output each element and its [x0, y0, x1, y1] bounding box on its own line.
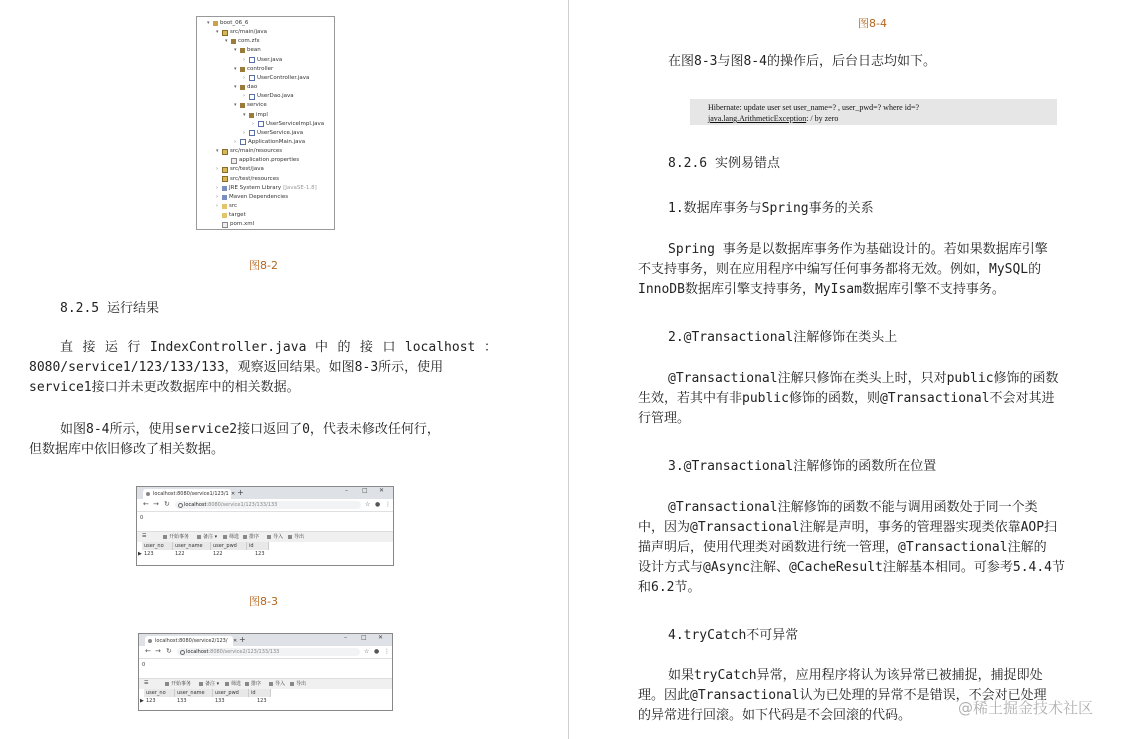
page-divider — [568, 0, 569, 739]
proj-icon — [213, 21, 218, 26]
sort-button[interactable]: 排序 — [243, 533, 259, 540]
new-tab-icon[interactable]: + — [239, 635, 246, 644]
star-icon[interactable]: ☆ — [365, 501, 371, 508]
para-line: 的异常进行回滚。如下代码是不会回滚的代码。 — [638, 708, 912, 723]
tree-item[interactable] — [243, 111, 268, 120]
table-header — [137, 542, 393, 550]
column-header: user_name — [173, 542, 211, 550]
note-button[interactable]: 备注 ▾ — [197, 533, 217, 540]
tree-item[interactable] — [234, 83, 257, 92]
para-line: 设计方式与@Async注解、@CacheResult注解基本相同。可参考5.4.4节 — [638, 560, 1066, 575]
tree-item-label: UserService.java — [257, 129, 304, 136]
table-cell: 123 — [257, 698, 267, 704]
export-button[interactable]: 导出 — [290, 680, 306, 687]
column-header: id — [247, 542, 269, 550]
src-icon — [222, 30, 228, 36]
favicon-icon — [148, 639, 152, 643]
close-tab-icon[interactable]: ✕ — [233, 638, 238, 644]
star-icon[interactable]: ☆ — [364, 648, 370, 655]
para-line: 理。因此@Transactional认为已处理的异常不是错误，不会对已处理 — [638, 688, 1047, 703]
browser-content — [139, 659, 392, 710]
menu-icon[interactable]: ⋮ — [384, 648, 390, 655]
tree-item-label: application.properties — [239, 157, 300, 164]
row-pointer-icon: ▶ — [140, 698, 144, 704]
tree-item-label: src/test/java — [230, 166, 264, 173]
java-icon — [258, 121, 264, 127]
figure-caption-8-3: 图8-3 — [249, 595, 278, 608]
paragraph-s1 — [638, 240, 1108, 300]
tree-arrow-icon[interactable]: › — [252, 120, 254, 127]
src-icon — [222, 167, 228, 173]
log-line: java.lang.ArithmeticException: / by zero — [708, 114, 839, 123]
tree-item-label: impl — [256, 111, 268, 118]
tree-item-label: User.java — [257, 56, 283, 63]
lib-icon — [222, 186, 227, 191]
java-icon — [249, 57, 255, 63]
para-line: 8080/service1/123/133/133，观察返回结果。如图8-3所示，使用 — [29, 360, 444, 375]
log-output-box — [690, 99, 1057, 125]
tree-item[interactable] — [216, 175, 279, 184]
close-window-icon[interactable]: ✕ — [378, 634, 384, 641]
para-line: @Transactional注解修饰的函数不能与调用函数处于同一个类 — [668, 500, 1038, 515]
filter-button[interactable]: 筛选 — [223, 533, 239, 540]
table-header — [139, 689, 392, 697]
tree-arrow-icon[interactable]: › — [243, 129, 245, 136]
paragraph-run-result — [29, 338, 497, 398]
column-header: user_pwd — [213, 689, 249, 697]
para-line: 不支持事务，则在应用程序中编写任何事务都将无效。例如，MySQL的 — [638, 262, 1042, 277]
tree-item-label: dao — [247, 84, 258, 91]
tree-item[interactable] — [216, 28, 267, 37]
lib-icon — [222, 195, 227, 200]
column-header: user_no — [142, 542, 173, 550]
tree-item-label: UserDao.java — [257, 93, 294, 100]
table-cell: 122 — [175, 551, 185, 557]
close-window-icon[interactable]: ✕ — [379, 487, 385, 494]
tree-item[interactable] — [225, 37, 260, 46]
column-header: user_name — [175, 689, 213, 697]
section-heading-8-2-6: 8.2.6 实例易错点 — [668, 156, 780, 171]
tree-item-label: src/main/resources — [230, 148, 283, 155]
pkg-icon — [240, 48, 245, 53]
tree-item[interactable] — [216, 202, 237, 211]
pkg-icon — [240, 103, 245, 108]
tree-arrow-icon[interactable]: ▾ — [207, 20, 210, 26]
tree-arrow-icon[interactable]: › — [243, 74, 245, 81]
para-line: 但数据库中依旧修改了相关数据。 — [29, 442, 225, 457]
forward-icon[interactable]: → — [155, 647, 161, 655]
tree-item-label: service — [247, 102, 267, 109]
profile-icon[interactable]: ● — [374, 648, 380, 655]
log-intro: 在图8-3与图8-4的操作后，后台日志均如下。 — [668, 54, 936, 69]
tree-item-label: src/main/java — [230, 29, 268, 36]
tree-item-label: controller — [247, 65, 274, 72]
tree-item-label: boot_06_6 — [220, 20, 249, 26]
section-heading-8-2-5: 8.2.5 运行结果 — [60, 301, 159, 316]
figure-caption-8-4-top: 图8-4 — [858, 17, 887, 30]
tree-item[interactable] — [234, 46, 261, 55]
favicon-icon — [146, 492, 150, 496]
pkg-icon — [231, 39, 236, 44]
para-line: 如图8-4所示，使用service2接口返回了0，代表未修改任何行， — [60, 422, 440, 437]
para-line: service1接口并未更改数据库中的相关数据。 — [29, 380, 300, 395]
browser-tab[interactable]: localhost:8080/service1/123/1 ✕ — [143, 489, 231, 499]
export-button[interactable]: 导出 — [288, 533, 304, 540]
browser-titlebar — [139, 634, 392, 646]
table-cell: 133 — [215, 698, 225, 704]
tree-item[interactable] — [216, 147, 282, 156]
tree-item[interactable] — [252, 120, 324, 129]
java-icon — [249, 94, 255, 100]
filter-button[interactable]: 筛选 — [225, 680, 241, 687]
begin-transaction-button[interactable]: 开始事务 — [165, 680, 191, 687]
file-icon — [231, 158, 237, 164]
address-bar[interactable]: localhost:8080/service2/123/133/133 — [177, 648, 360, 656]
tree-item-label: UserServiceImpl.java — [266, 120, 325, 127]
table-row[interactable] — [139, 697, 392, 705]
tree-item-label: Maven Dependencies — [229, 193, 289, 200]
para-line: 直 接 运 行 IndexController.java 中 的 接 口 localhost ： — [60, 340, 497, 355]
para-line: 和6.2节。 — [638, 580, 701, 595]
tree-item[interactable] — [216, 193, 288, 202]
info-icon — [180, 650, 185, 655]
tree-item[interactable] — [243, 129, 303, 138]
table-cell: 133 — [177, 698, 187, 704]
tree-item[interactable] — [234, 138, 305, 147]
para-line: InnoDB数据库引擎支持事务，MyIsam数据库引擎不支持事务。 — [638, 282, 1005, 297]
tree-item-label: src — [229, 203, 238, 209]
tree-arrow-icon[interactable]: ▾ — [234, 84, 237, 91]
paragraph-service2 — [29, 420, 497, 460]
java-icon — [240, 139, 246, 145]
tree-item-label: com.zfx — [238, 38, 260, 45]
project-tree-figure — [196, 16, 335, 230]
paragraph-s2 — [638, 369, 1108, 429]
table-cell: 123 — [255, 551, 265, 557]
file-icon — [222, 222, 228, 228]
browser-navbar — [139, 646, 392, 659]
para-line: 行管理。 — [638, 411, 691, 426]
table-cell: 122 — [213, 551, 223, 557]
maximize-icon[interactable]: □ — [361, 634, 367, 641]
reload-icon[interactable]: ↻ — [164, 500, 170, 508]
tree-item[interactable] — [216, 211, 246, 220]
pkg-icon — [240, 67, 245, 72]
sort-button[interactable]: 排序 — [245, 680, 261, 687]
menu-icon[interactable]: ☰ — [144, 680, 149, 686]
tree-arrow-icon[interactable]: › — [216, 203, 218, 209]
maximize-icon[interactable]: □ — [362, 487, 368, 494]
left-page — [0, 0, 568, 739]
tree-item-label: target — [229, 212, 246, 219]
tree-arrow-icon[interactable]: › — [216, 184, 218, 191]
subheading-2: 2.@Transactional注解修饰在类头上 — [668, 330, 898, 345]
tree-item[interactable] — [216, 220, 254, 229]
begin-transaction-button[interactable]: 开始事务 — [163, 533, 189, 540]
para-line: 描声明后，使用代理类对函数进行统一管理，@Transactional注解的 — [638, 540, 1047, 555]
tree-arrow-icon[interactable]: › — [234, 138, 236, 145]
subheading-1: 1.数据库事务与Spring事务的关系 — [668, 201, 874, 216]
column-header: id — [249, 689, 271, 697]
tree-arrow-icon[interactable]: ▾ — [234, 47, 237, 54]
watermark: @稀土掘金技术社区 — [958, 699, 1094, 717]
import-button[interactable]: 导入 — [269, 680, 285, 687]
minimize-icon[interactable]: – — [344, 634, 347, 641]
table-cell: 123 — [146, 698, 156, 704]
address-bar[interactable]: localhost:8080/service1/123/133/133 — [175, 501, 361, 509]
browser-screenshot-8-4 — [138, 633, 393, 711]
tree-arrow-icon[interactable]: › — [216, 193, 218, 200]
tree-arrow-icon[interactable]: ▾ — [216, 29, 219, 36]
pkg-icon — [240, 85, 245, 90]
tree-item[interactable] — [216, 184, 317, 193]
tree-item[interactable] — [207, 19, 248, 28]
tree-item-label: pom.xml — [230, 221, 255, 228]
db-toolbar — [137, 531, 393, 542]
db-toolbar — [139, 678, 392, 689]
response-text: 0 — [142, 662, 146, 668]
browser-content — [137, 512, 393, 565]
forward-icon[interactable]: → — [153, 500, 159, 508]
tree-item-label: bean — [247, 47, 261, 54]
pkg-icon — [249, 113, 254, 118]
tree-item[interactable] — [243, 56, 282, 65]
browser-titlebar — [137, 487, 393, 499]
row-pointer-icon: ▶ — [138, 551, 142, 557]
column-header: user_pwd — [211, 542, 247, 550]
tree-item-extra: [JavaSE-1.8] — [283, 184, 317, 191]
reload-icon[interactable]: ↻ — [166, 647, 172, 655]
paragraph-s3 — [638, 498, 1108, 598]
tree-item[interactable] — [243, 74, 309, 83]
folder-icon — [222, 213, 227, 218]
tree-item[interactable] — [234, 101, 267, 110]
para-line: @Transactional注解只修饰在类头上时，只对public修饰的函数 — [668, 371, 1059, 386]
subheading-3: 3.@Transactional注解修饰的函数所在位置 — [668, 459, 937, 474]
src-icon — [222, 176, 228, 182]
folder-icon — [222, 204, 227, 209]
browser-screenshot-8-3 — [136, 486, 394, 566]
minimize-icon[interactable]: – — [345, 487, 348, 494]
import-button[interactable]: 导入 — [267, 533, 283, 540]
tree-item[interactable] — [243, 92, 294, 101]
menu-icon[interactable]: ⋮ — [385, 501, 391, 508]
subheading-4: 4.tryCatch不可异常 — [668, 628, 799, 643]
back-icon[interactable]: ← — [145, 647, 151, 655]
back-icon[interactable]: ← — [143, 500, 149, 508]
tree-item[interactable] — [216, 165, 264, 174]
table-row[interactable] — [137, 550, 393, 558]
tree-arrow-icon[interactable]: ▾ — [234, 102, 237, 109]
response-text: 0 — [140, 515, 144, 521]
tree-arrow-icon[interactable]: ▾ — [243, 111, 246, 118]
tree-item-label: src/test/resources — [230, 175, 279, 182]
tree-item-label: ApplicationMain.java — [248, 138, 306, 145]
browser-tab[interactable]: localhost:8080/service2/123/ ✕ — [145, 636, 233, 646]
close-tab-icon[interactable]: ✕ — [231, 491, 236, 497]
tree-arrow-icon[interactable]: ▾ — [216, 148, 219, 155]
tree-item[interactable] — [234, 65, 273, 74]
note-button[interactable]: 备注 ▾ — [199, 680, 219, 687]
tree-item-label: JRE System Library — [229, 184, 282, 191]
menu-icon[interactable]: ☰ — [142, 533, 147, 539]
column-header: user_no — [144, 689, 175, 697]
para-line: 如果tryCatch异常，应用程序将认为该异常已被捕捉，捕捉即处 — [668, 668, 1043, 683]
profile-icon[interactable]: ● — [375, 501, 381, 508]
tree-arrow-icon[interactable]: › — [216, 166, 218, 173]
tree-arrow-icon[interactable]: › — [243, 56, 245, 63]
para-line: 中，因为@Transactional注解是声明，事务的管理器实现类依靠AOP扫 — [638, 520, 1058, 535]
log-line: Hibernate: update user set user_name=? , user_pwd=? where id=? — [708, 103, 920, 112]
info-icon — [178, 503, 183, 508]
table-cell: 123 — [144, 551, 154, 557]
tree-item[interactable] — [225, 156, 299, 165]
tree-arrow-icon[interactable]: ▾ — [225, 38, 228, 45]
tree-arrow-icon[interactable]: ▾ — [234, 65, 237, 72]
figure-caption-8-2: 图8-2 — [249, 259, 278, 272]
new-tab-icon[interactable]: + — [237, 488, 244, 497]
src-icon — [222, 149, 228, 155]
para-line: 生效，若其中有非public修饰的函数，则@Transactional不会对其进 — [638, 391, 1055, 406]
para-line: Spring 事务是以数据库事务作为基础设计的。若如果数据库引擎 — [668, 242, 1048, 257]
tree-item-label: UserController.java — [257, 74, 310, 81]
java-icon — [249, 75, 255, 81]
browser-navbar — [137, 499, 393, 512]
java-icon — [249, 130, 255, 136]
tree-arrow-icon[interactable]: › — [243, 93, 245, 100]
